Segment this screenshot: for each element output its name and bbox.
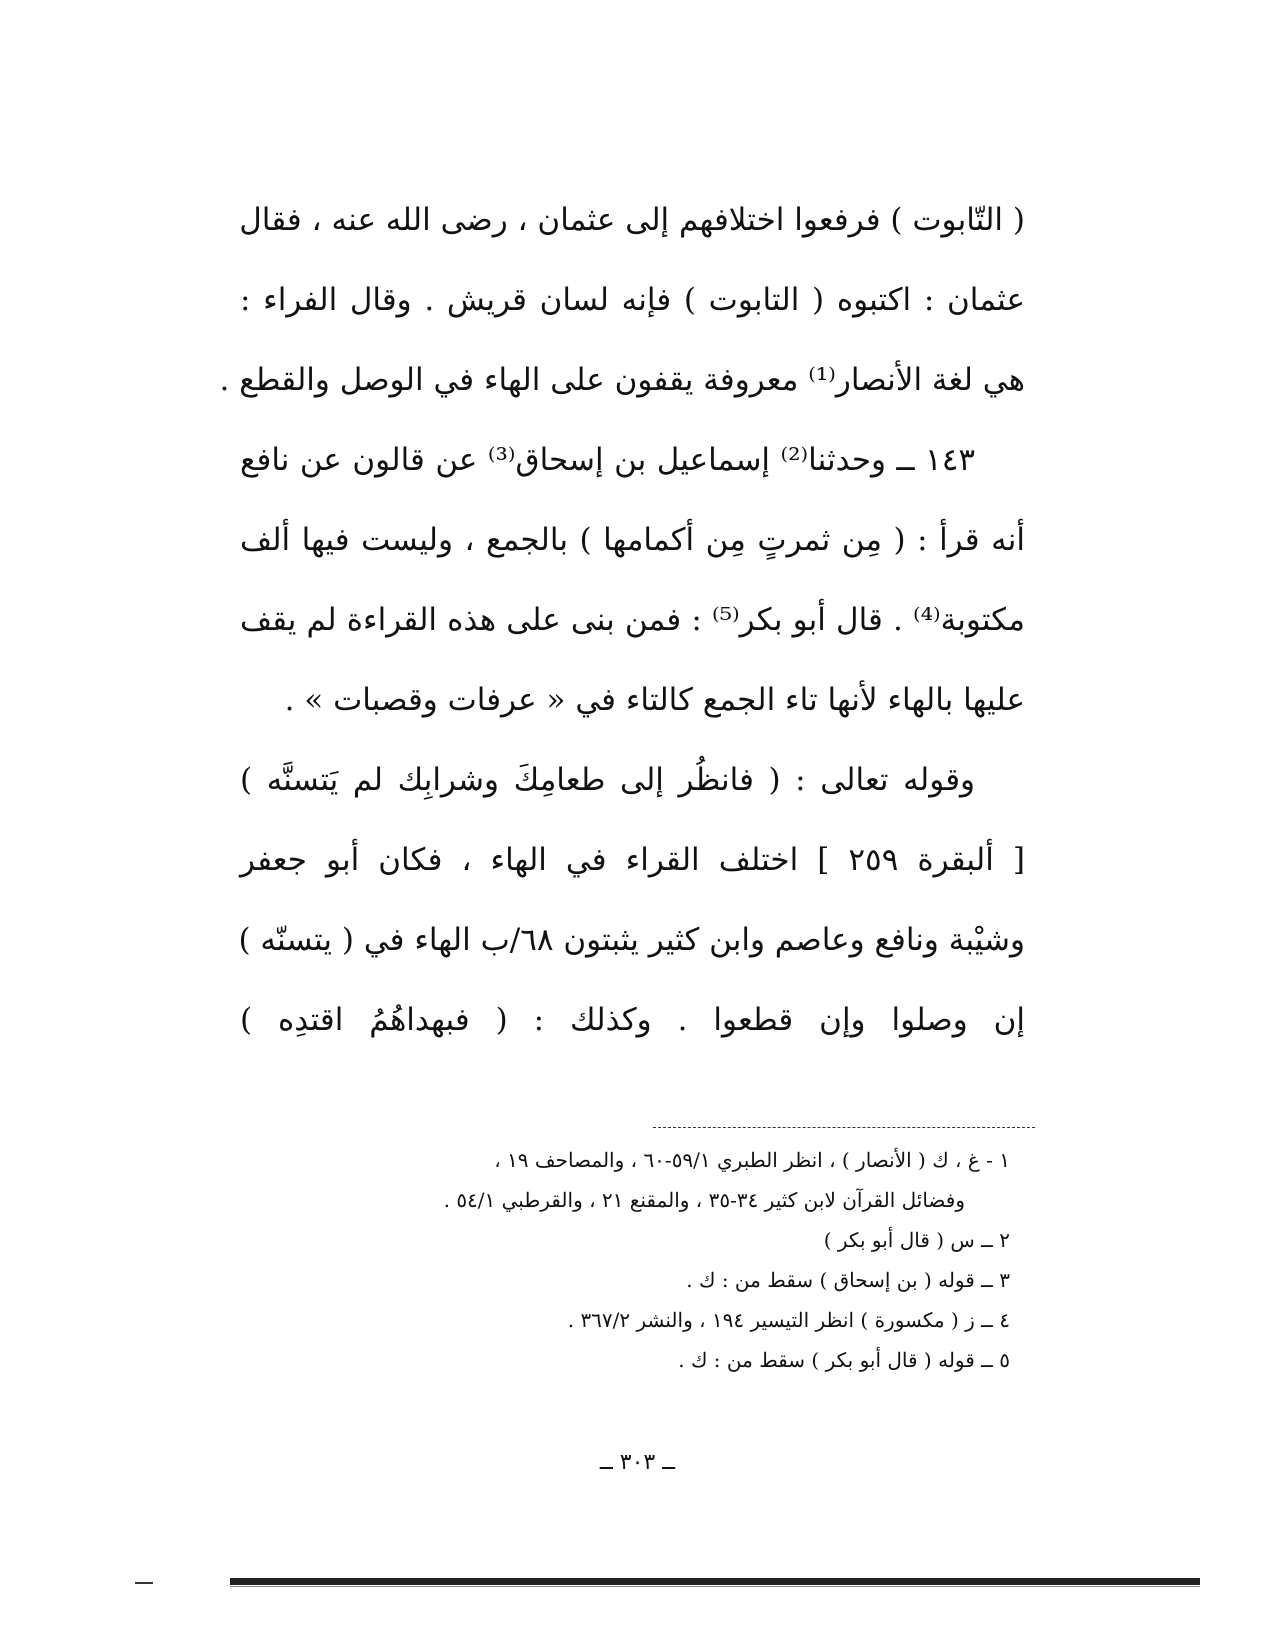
text-line: ١٤٣ ــ وحدثنا⁽²⁾ إسماعيل بن إسحاق⁽³⁾ عن قالون عن نافع: [240, 442, 975, 478]
page-number: ــ ٣٠٣ ــ: [599, 1450, 676, 1475]
footnote: وفضائل القرآن لابن كثير ٣٤-٣٥ ، والمقنع ٢١ ، والقرطبي ٥٤/١ .: [443, 1188, 965, 1212]
footnote: ٥ ــ قوله ( قال أبو بكر ) سقط من : ك .: [678, 1348, 1010, 1372]
main-text: [219, 180, 1025, 1060]
text-line: إن وصلوا وإن قطعوا . وكذلك : ( فبهداهُمُ اقتدِه ): [240, 1002, 1025, 1038]
text-line: وشيْبة ونافع وعاصم وابن كثير يثبتون ٦٨/ب الهاء في ( يتسنّه ): [238, 922, 1025, 958]
footnote: ٣ ــ قوله ( بن إسحاق ) سقط من : ك .: [686, 1268, 1010, 1292]
footnote: ٤ ــ ز ( مكسورة ) انظر التيسير ١٩٤ ، والنشر ٣٦٧/٢ .: [567, 1308, 1010, 1332]
scan-bottom-line: [230, 1586, 1200, 1587]
text-line: هي لغة الأنصار⁽¹⁾ معروفة يقفون على الهاء في الوصل والقطع .: [219, 362, 1025, 398]
text-line: [ ألبقرة ٢٥٩ ] اختلف القراء في الهاء ، فكان أبو جعفر: [240, 842, 1025, 878]
text-line: عليها بالهاء لأنها تاء الجمع كالتاء في « عرفات وقصبات » .: [284, 682, 1025, 718]
text-line: ( التّابوت ) فرفعوا اختلافهم إلى عثمان ، رضى الله عنه ، فقال: [239, 202, 1025, 238]
text-line: وقوله تعالى : ( فانظُر إلى طعامِكَ وشرابِك لم يَتسنَّه ): [240, 762, 975, 798]
scan-edge-mark: [135, 1582, 153, 1584]
text-line: أنه قرأ : ( مِن ثمرتٍ مِن أكمامها ) بالجمع ، وليست فيها ألف: [240, 522, 1025, 558]
footnote: ١ - غ ، ك ( الأنصار ) ، انظر الطبري ٥٩/١-٦٠ ، والمصاحف ١٩ ،: [494, 1148, 1010, 1172]
scan-bottom-bar: [230, 1578, 1200, 1585]
footnote-separator: [653, 1127, 1035, 1128]
text-line: مكتوبة⁽⁴⁾ . قال أبو بكر⁽⁵⁾ : فمن بنى على هذه القراءة لم يقف: [240, 602, 1025, 638]
footnote: ٢ ــ س ( قال أبو بكر ): [823, 1228, 1010, 1252]
text-line: عثمان : اكتبوه ( التابوت ) فإنه لسان قريش . وقال الفراء :: [240, 282, 1025, 318]
footnotes: [240, 1140, 1010, 1380]
